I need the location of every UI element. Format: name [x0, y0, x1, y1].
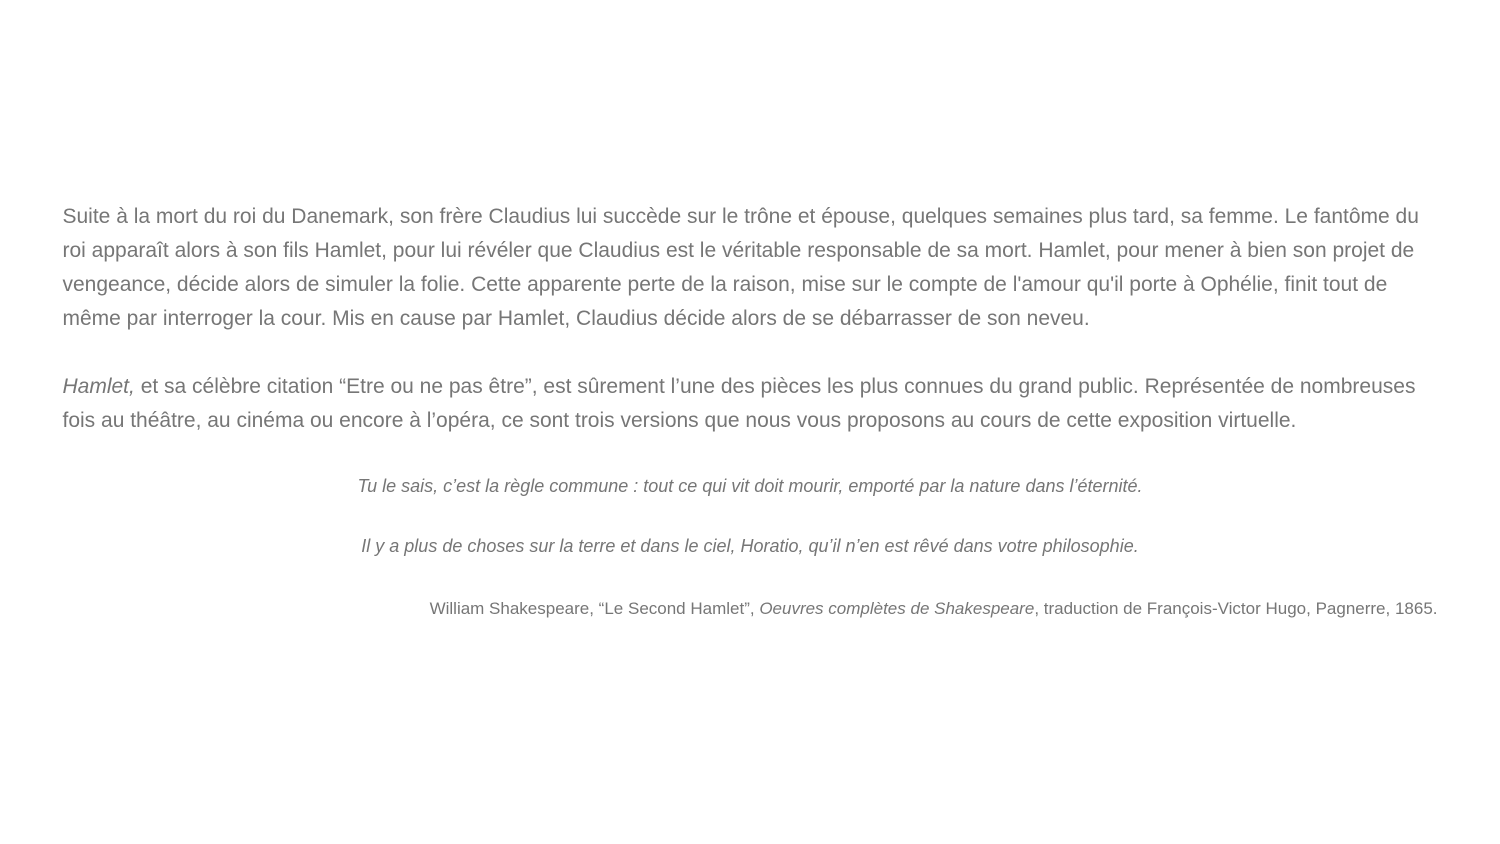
citation-author-prefix: William Shakespeare, “Le Second Hamlet”, [429, 599, 760, 618]
exhibition-paragraph-text: et sa célèbre citation “Etre ou ne pas être”, est sûrement l’une des pièces les plus connues du grand public. Représentée de nombreuses fois au théâtre, au cinéma ou encore à l’opéra, ce sont trois versions que nous vous proposons au cours de cette exposition virtuelle. [62, 375, 1416, 432]
article-content [63, 0, 1438, 622]
citation-suffix: , traduction de François-Victor Hugo, Pagnerre, 1865. [1034, 599, 1438, 618]
citation-line [63, 596, 1438, 622]
quote-philosophie: Il y a plus de choses sur la terre et dans le ciel, Horatio, qu’il n’en est rêvé dans votre philosophie. [361, 536, 1139, 556]
citation-work-title: Oeuvres complètes de Shakespeare [759, 599, 1035, 618]
exhibition-paragraph [63, 370, 1438, 438]
hamlet-title-italic: Hamlet, [62, 375, 135, 398]
intro-paragraph [63, 200, 1438, 336]
quote-regle-commune: Tu le sais, c’est la règle commune : tout ce qui vit doit mourir, emporté par la nature dans l’éternité. [357, 476, 1143, 496]
intro-paragraph-text: Suite à la mort du roi du Danemark, son frère Claudius lui succède sur le trône et épouse, quelques semaines plus tard, sa femme. Le fantôme du roi apparaît alors à son fils Hamlet, pour lui révéler que Claudius est le véritable responsable de sa mort. Hamlet, pour mener à bien son projet de vengeance, décide alors de simuler la folie. Cette apparente perte de la raison, mise sur le compte de l'amour qu'il porte à Ophélie, finit tout de même par interroger la cour. Mis en cause par Hamlet, Claudius décide alors de se débarrasser de son neveu. [62, 205, 1419, 330]
